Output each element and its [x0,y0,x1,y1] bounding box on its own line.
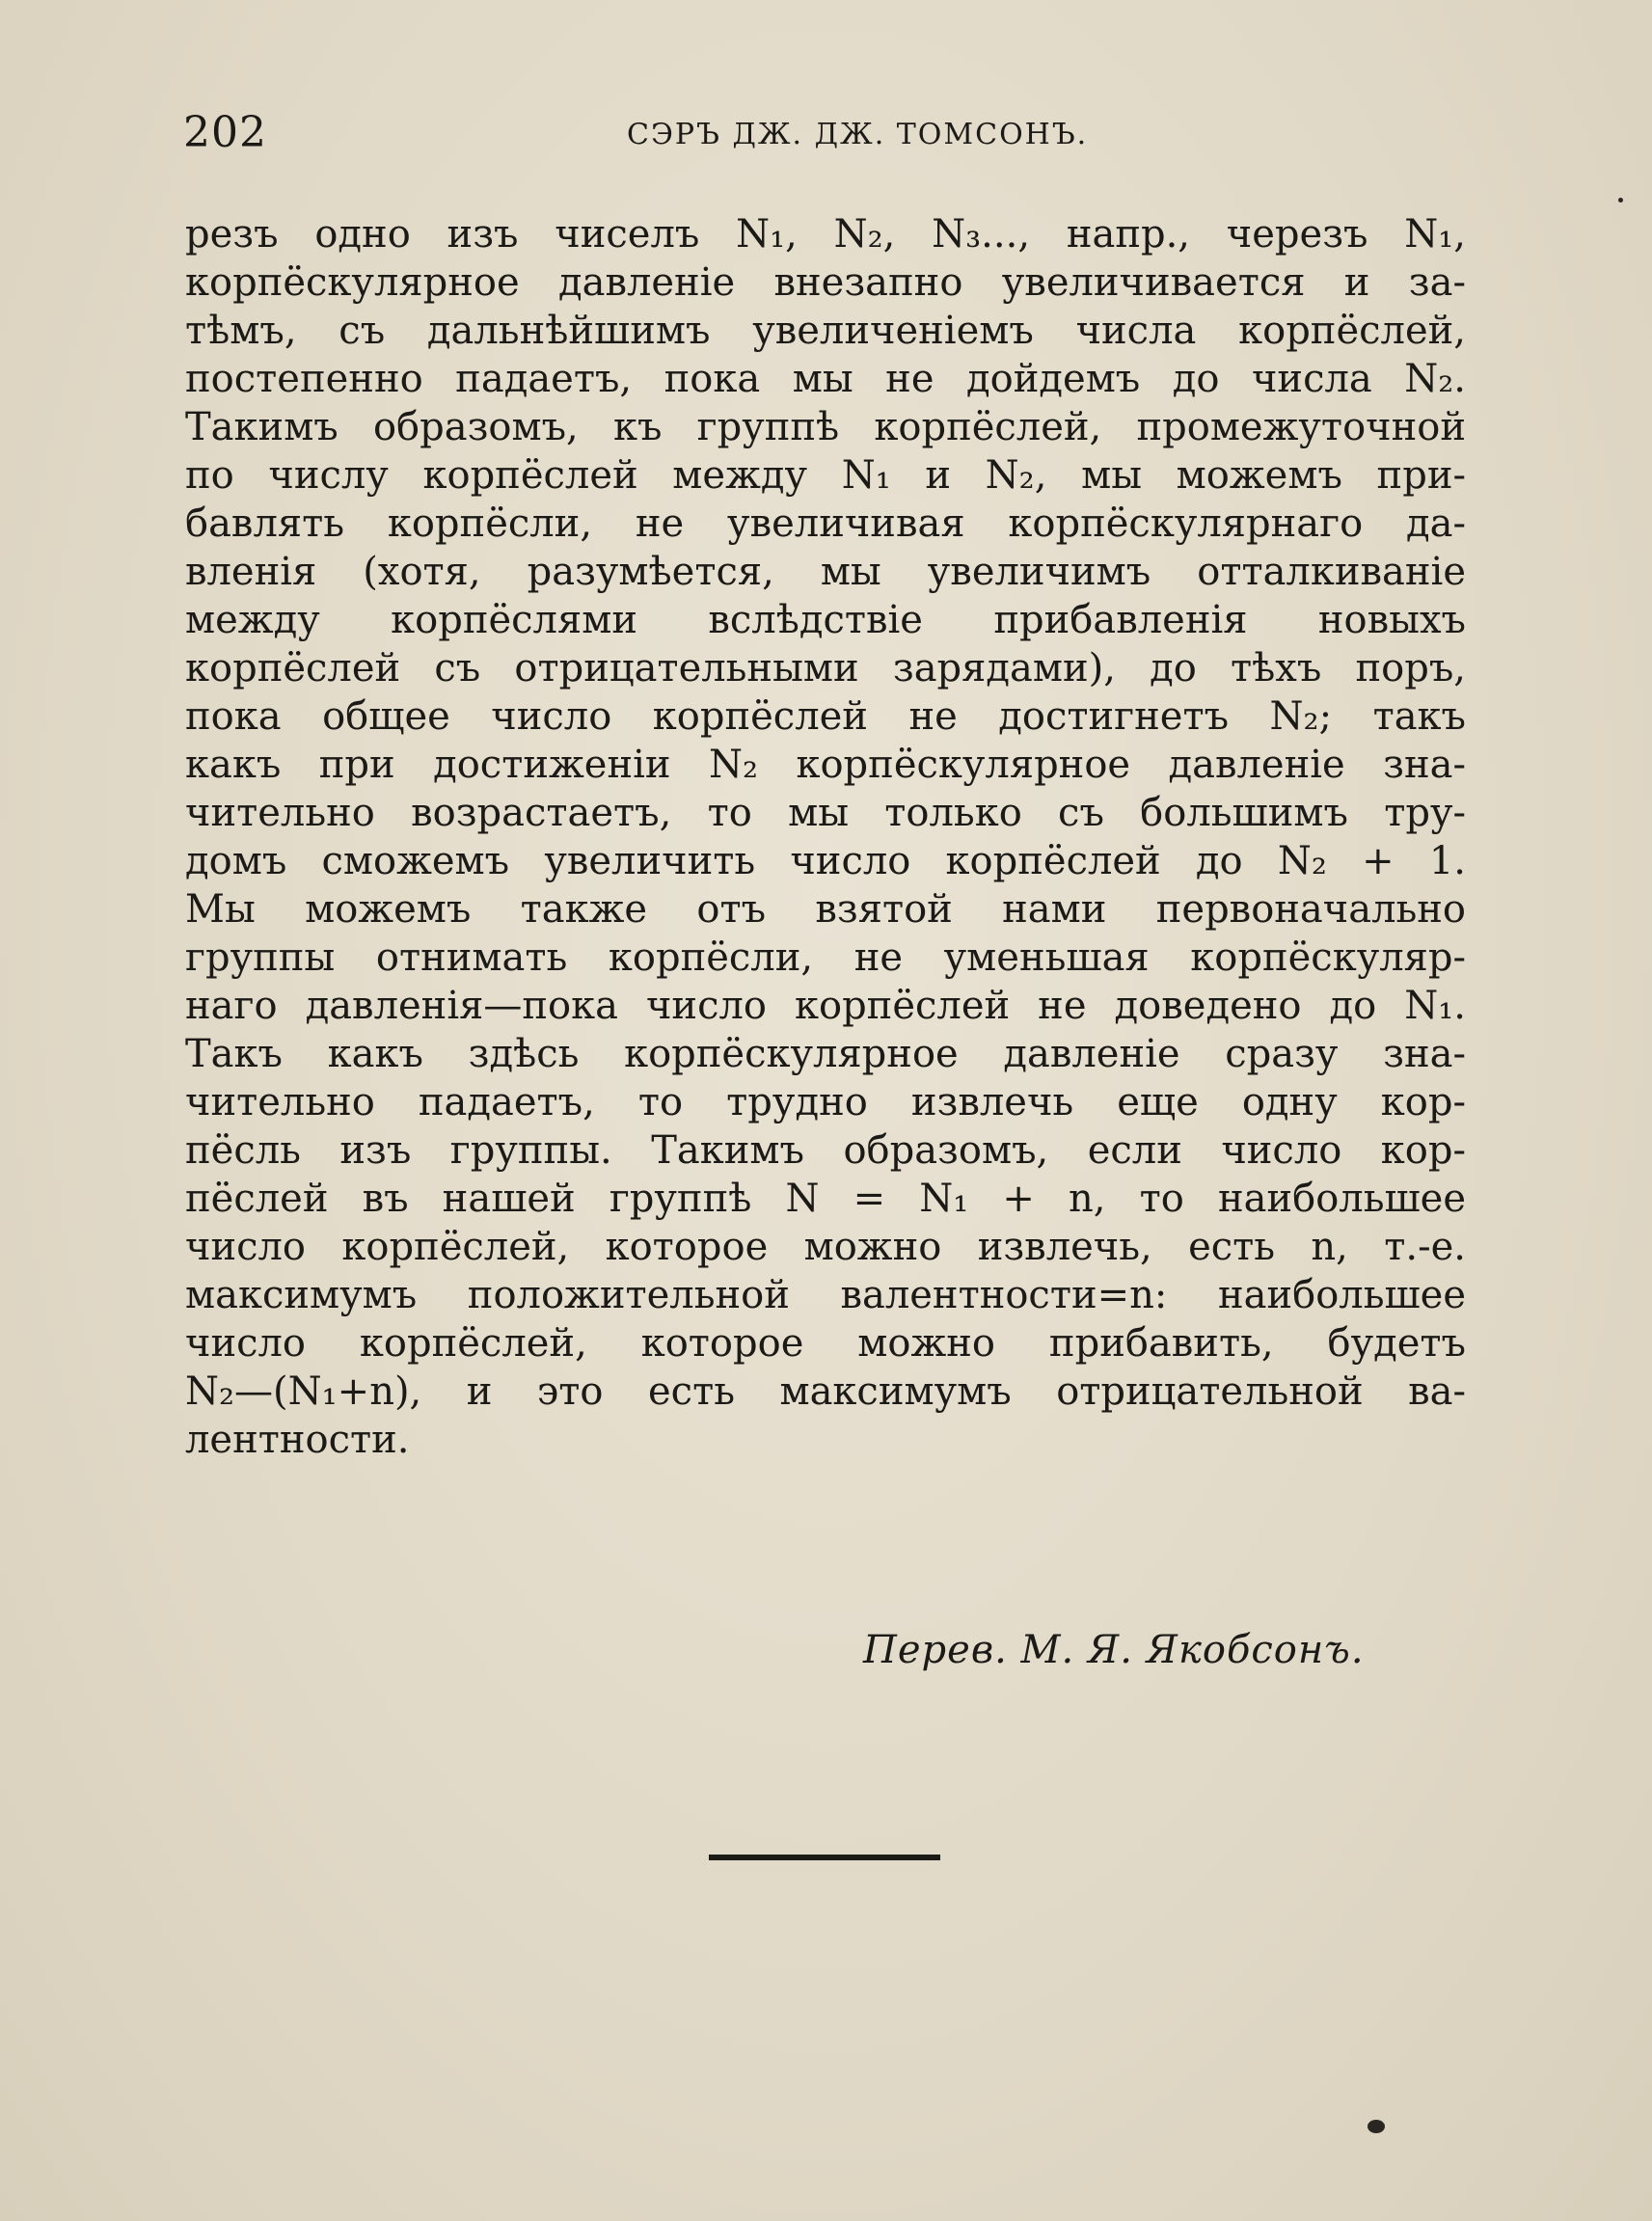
text-line: группы отнимать корпёсли, не уменьшая корпёскуляр- [185,935,1466,980]
text-line: корпёскулярное давленіе внезапно увеличивается и за- [185,260,1466,305]
text-line: Такъ какъ здѣсь корпёскулярное давленіе сразу зна- [185,1032,1466,1076]
page-header [183,108,1466,166]
text-line: между корпёслями вслѣдствіе прибавленія новыхъ [185,598,1466,642]
text-line: резъ одно изъ чиселъ N₁, N₂, N₃..., напр., черезъ N₁, [185,212,1466,257]
text-line: тѣмъ, съ дальнѣйшимъ увеличеніемъ числа корпёслей, [185,309,1466,353]
text-line: вленія (хотя, разумѣется, мы увеличимъ отталкиваніе [185,550,1466,594]
text-line: чительно возрастаетъ, то мы только съ большимъ тру- [185,791,1466,835]
text-line: число корпёслей, которое можно извлечь, есть n, т.-е. [185,1225,1466,1269]
page-number: 202 [183,108,267,157]
text-line: пёслей въ нашей группѣ N = N₁ + n, то наибольшее [185,1177,1466,1221]
running-title: СЭРЪ ДЖ. ДЖ. ТОМСОНЪ. [627,118,1089,151]
text-line: бавлять корпёсли, не увеличивая корпёскулярнаго да- [185,501,1466,546]
text-line: пока общее число корпёслей не достигнетъ N₂; такъ [185,694,1466,739]
text-line: пёсль изъ группы. Такимъ образомъ, если число кор- [185,1128,1466,1173]
text-line: Мы можемъ также отъ взятой нами первоначально [185,887,1466,932]
text-line: постепенно падаетъ, пока мы не дойдемъ до числа N₂. [185,357,1466,401]
body-text [185,210,1466,1464]
text-line-last: лентности. [185,1418,410,1462]
ink-speck-mark [1368,2120,1385,2133]
translator-signature: Перев. М. Я. Якобсонъ. [863,1628,1365,1672]
ink-speck-mark [1618,198,1623,203]
text-line: корпёслей съ отрицательными зарядами), до тѣхъ поръ, [185,646,1466,691]
text-line: число корпёслей, которое можно прибавить, будетъ [185,1321,1466,1366]
text-line: максимумъ положительной валентности=n: наибольшее [185,1273,1466,1317]
text-line: какъ при достиженіи N₂ корпёскулярное давленіе зна- [185,743,1466,787]
end-rule-divider [709,1855,940,1860]
text-line: по числу корпёслей между N₁ и N₂, мы можемъ при- [185,453,1466,498]
text-line: домъ сможемъ увеличить число корпёслей до N₂ + 1. [185,839,1466,883]
text-line: N₂—(N₁+n), и это есть максимумъ отрицательной ва- [185,1369,1466,1414]
text-line: чительно падаетъ, то трудно извлечь еще одну кор- [185,1080,1466,1124]
text-line: Такимъ образомъ, къ группѣ корпёслей, промежуточной [185,405,1466,449]
text-line: наго давленія—пока число корпёслей не доведено до N₁. [185,984,1466,1028]
